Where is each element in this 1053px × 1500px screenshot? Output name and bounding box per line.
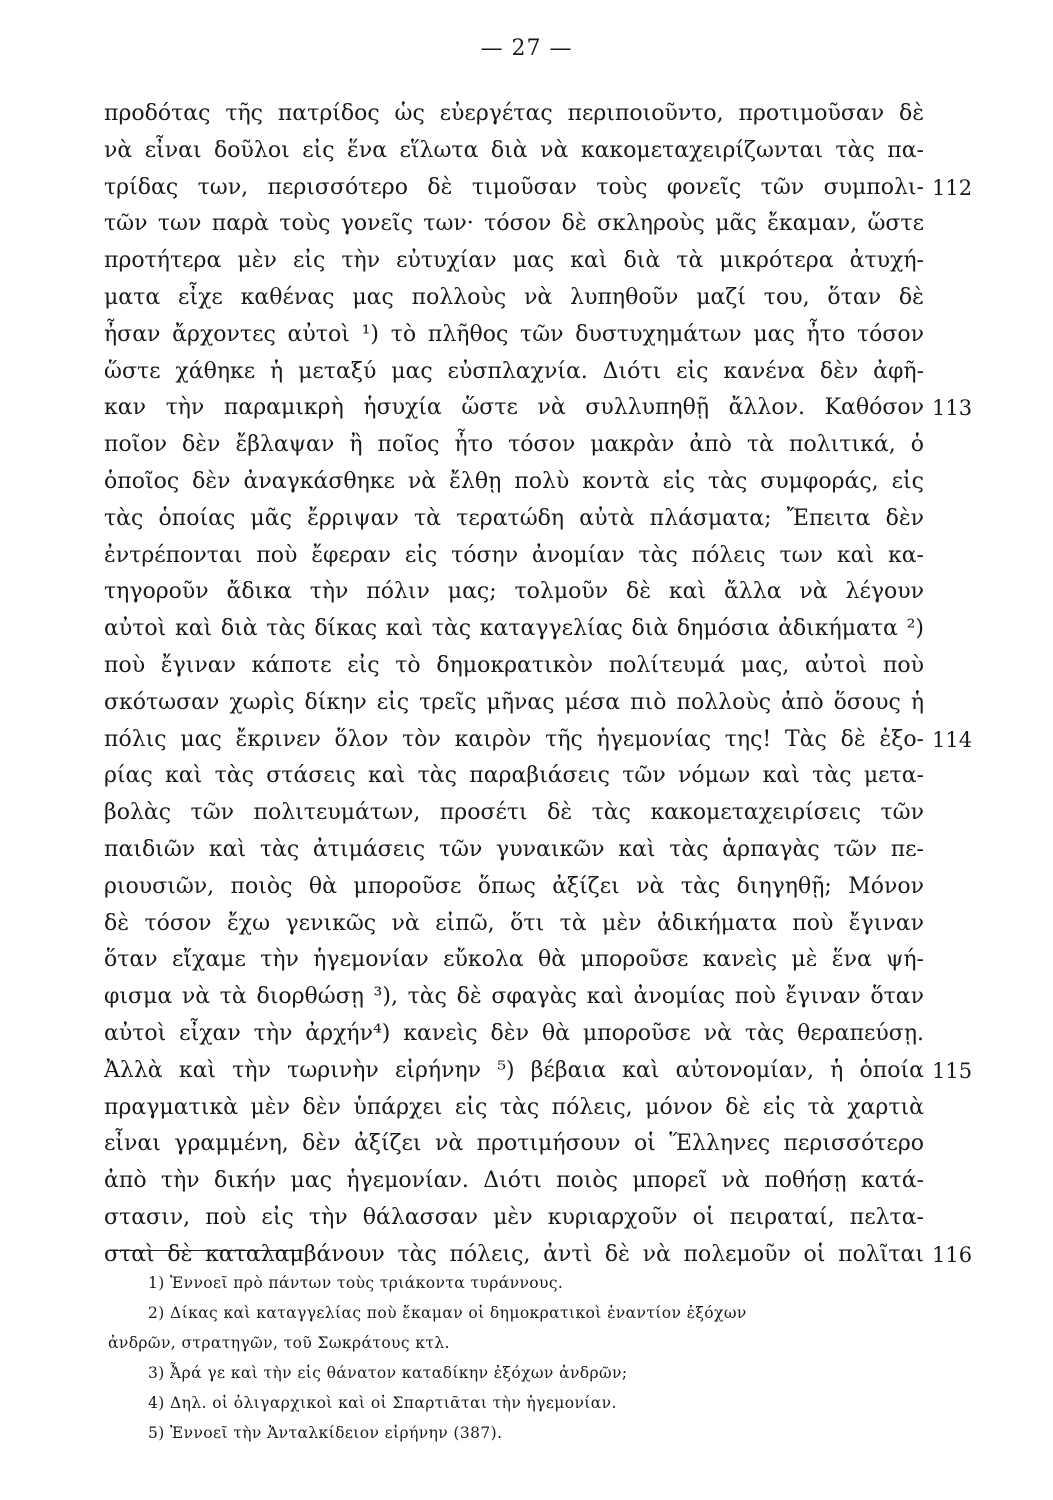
line-text: πραγματικὰ μὲν δὲν ὑπάρχει εἰς τὰς πόλεις, μόνον δὲ εἰς τὰ χαρτιὰ — [104, 1094, 924, 1120]
text-line — [104, 96, 924, 133]
line-text: καν τὴν παραμικρὴ ἡσυχία ὥστε νὰ συλλυπηθῇ ἄλλον. Καθόσον — [104, 395, 924, 421]
line-text: δὲ τόσον ἔχω γενικῶς νὰ εἰπῶ, ὅτι τὰ μὲν ἀδικήματα ποὺ ἔγιναν — [104, 910, 924, 936]
footnote: ἀνδρῶν, στρατηγῶν, τοῦ Σωκράτους κτλ. — [108, 1334, 450, 1352]
text-line — [104, 832, 924, 869]
text-line — [104, 317, 924, 354]
text-line — [104, 1090, 924, 1127]
line-text: ποὺ ἔγιναν κάποτε εἰς τὸ δημοκρατικὸν πολίτευμά μας, αὐτοὶ ποὺ — [104, 652, 924, 678]
line-text: εἶναι γραμμένη, δὲν ἀξίζει νὰ προτιμήσουν οἱ Ἕλληνες περισσότερο — [104, 1131, 924, 1157]
line-text: πόλις μας ἔκρινεν ὅλον τὸν καιρὸν τῆς ἡγεμονίας της! Τὰς δὲ ἐξο- — [104, 726, 924, 752]
line-text: αὐτοὶ εἶχαν τὴν ἀρχήν⁴) κανεὶς δὲν θὰ μποροῦσε νὰ τὰς θεραπεύσῃ. — [104, 1020, 924, 1046]
text-line — [104, 611, 924, 648]
line-text: ὁποῖος δὲν ἀναγκάσθηκε νὰ ἔλθῃ πολὺ κοντὰ εἰς τὰς συμφοράς, εἰς — [104, 468, 924, 494]
text-line — [104, 133, 924, 170]
text-line — [104, 1200, 924, 1237]
line-text: νὰ εἶναι δοῦλοι εἰς ἕνα εἵλωτα διὰ νὰ κακομεταχειρίζωνται τὰς πα- — [104, 137, 924, 163]
line-text: προτήτερα μὲν εἰς τὴν εὐτυχίαν μας καὶ διὰ τὰ μικρότερα ἀτυχή- — [104, 248, 924, 274]
line-text: προδότας τῆς πατρίδος ὡς εὐεργέτας περιποιοῦντο, προτιμοῦσαν δὲ — [104, 101, 924, 126]
text-line — [104, 501, 924, 538]
line-text: ἀπὸ τὴν δικήν μας ἡγεμονίαν. Διότι ποιὸς μπορεῖ νὰ ποθήσῃ κατά- — [104, 1168, 924, 1194]
text-line — [104, 574, 924, 611]
line-text: τῶν των παρὰ τοὺς γονεῖς των· τόσον δὲ σκληροὺς μᾶς ἔκαμαν, ὥστε — [104, 211, 924, 237]
text-line — [104, 390, 973, 427]
footnotes — [108, 1268, 920, 1448]
line-text: ρίας καὶ τὰς στάσεις καὶ τὰς παραβιάσεις τῶν νόμων καὶ τὰς μετα- — [104, 763, 924, 789]
text-line — [104, 464, 924, 501]
line-text: σκότωσαν χωρὶς δίκην εἰς τρεῖς μῆνας μέσα πιὸ πολλοὺς ἀπὸ ὅσους ἡ — [104, 689, 924, 715]
text-line — [104, 942, 924, 979]
line-text: φισμα νὰ τὰ διορθώσῃ ³), τὰς δὲ σφαγὰς καὶ ἀνομίας ποὺ ἔγιναν ὅταν — [104, 984, 924, 1010]
line-text: παιδιῶν καὶ τὰς ἀτιμάσεις τῶν γυναικῶν καὶ τὰς ἁρπαγὰς τῶν πε- — [104, 836, 924, 862]
body-text — [104, 96, 973, 1274]
text-line — [104, 427, 924, 464]
text-line — [104, 795, 924, 832]
line-text: ἦσαν ἄρχοντες αὐτοὶ ¹) τὸ πλῆθος τῶν δυστυχημάτων μας ἦτο τόσον — [104, 321, 924, 347]
footnote: 1) Ἐννοεῖ πρὸ πάντων τοὺς τριάκοντα τυράννους. — [148, 1274, 564, 1292]
text-line — [104, 170, 973, 207]
line-text: ριουσιῶν, ποιὸς θὰ μποροῦσε ὅπως ἀξίζει νὰ τὰς διηγηθῇ; Μόνον — [104, 873, 924, 899]
footnote: 2) Δίκας καὶ καταγγελίας ποὺ ἔκαμαν οἱ δημοκρατικοὶ ἐναντίον ἐξόχων — [148, 1304, 747, 1322]
text-line — [104, 1163, 924, 1200]
line-text: βολὰς τῶν πολιτευμάτων, προσέτι δὲ τὰς κακομεταχειρίσεις τῶν — [104, 800, 924, 826]
page-number: — 27 — — [480, 36, 573, 61]
text-line — [104, 685, 924, 722]
marginal-section-number: 113 — [932, 396, 973, 421]
line-text: αὐτοὶ καὶ διὰ τὰς δίκας καὶ τὰς καταγγελίας διὰ δημόσια ἀδικήματα ²) — [104, 616, 924, 642]
text-line — [104, 648, 924, 685]
text-line — [104, 869, 924, 906]
line-text: τὰς ὁποίας μᾶς ἔρριψαν τὰ τερατώδη αὐτὰ πλάσματα; Ἔπειτα δὲν — [104, 505, 924, 531]
text-line — [104, 722, 973, 759]
footnote: 3) Ἆρά γε καὶ τὴν εἰς θάνατον καταδίκην ἐξόχων ἀνδρῶν; — [148, 1364, 628, 1382]
text-line — [104, 280, 924, 317]
line-text: Ἀλλὰ καὶ τὴν τωρινὴν εἰρήνην ⁵) βέβαια καὶ αὐτονομίαν, ἡ ὁποία — [104, 1057, 924, 1083]
text-line — [104, 538, 924, 575]
marginal-section-number: 116 — [932, 1242, 973, 1267]
text-line — [104, 758, 924, 795]
text-line — [104, 1126, 924, 1163]
footnote-divider — [108, 1250, 304, 1251]
line-text: ἐντρέπονται ποὺ ἔφεραν εἰς τόσην ἀνομίαν τὰς πόλεις των καὶ κα- — [104, 542, 924, 568]
line-text: ὅταν εἴχαμε τὴν ἡγεμονίαν εὔκολα θὰ μποροῦσε κανεὶς μὲ ἕνα ψή- — [104, 947, 924, 973]
line-text: ποῖον δὲν ἔβλαψαν ἢ ποῖος ἦτο τόσον μακρὰν ἀπὸ τὰ πολιτικά, ὁ — [104, 432, 924, 458]
text-line — [104, 206, 924, 243]
text-line — [104, 243, 924, 280]
footnote: 5) Ἐννοεῖ τὴν Ἀνταλκίδειον εἰρήνην (387). — [148, 1424, 503, 1442]
marginal-section-number: 112 — [932, 175, 973, 200]
line-text: στασιν, ποὺ εἰς τὴν θάλασσαν μὲν κυριαρχοῦν οἱ πειραταί, πελτα- — [104, 1204, 924, 1230]
line-text: τηγοροῦν ἄδικα τὴν πόλιν μας; τολμοῦν δὲ καὶ ἄλλα νὰ λέγουν — [104, 579, 924, 605]
line-text: σταὶ δὲ καταλαμβάνουν τὰς πόλεις, ἀντὶ δὲ νὰ πολεμοῦν οἱ πολῖται — [104, 1241, 924, 1267]
marginal-section-number: 114 — [932, 727, 973, 752]
footnote: 4) Δηλ. οἱ ὀλιγαρχικοὶ καὶ οἱ Σπαρτιᾶται τὴν ἡγεμονίαν. — [148, 1394, 617, 1412]
marginal-section-number: 115 — [932, 1058, 973, 1083]
text-line — [104, 1016, 924, 1053]
text-line — [104, 1053, 973, 1090]
text-line — [104, 354, 924, 391]
line-text: ὥστε χάθηκε ἡ μεταξύ μας εὐσπλαχνία. Διότι εἰς κανένα δὲν ἀφῆ- — [104, 358, 924, 384]
line-text: ματα εἶχε καθένας μας πολλοὺς νὰ λυπηθοῦν μαζί του, ὅταν δὲ — [104, 284, 924, 310]
text-line — [104, 906, 924, 943]
text-line — [104, 979, 924, 1016]
line-text: τρίδας των, περισσότερο δὲ τιμοῦσαν τοὺς φονεῖς τῶν συμπολι- — [104, 174, 924, 200]
